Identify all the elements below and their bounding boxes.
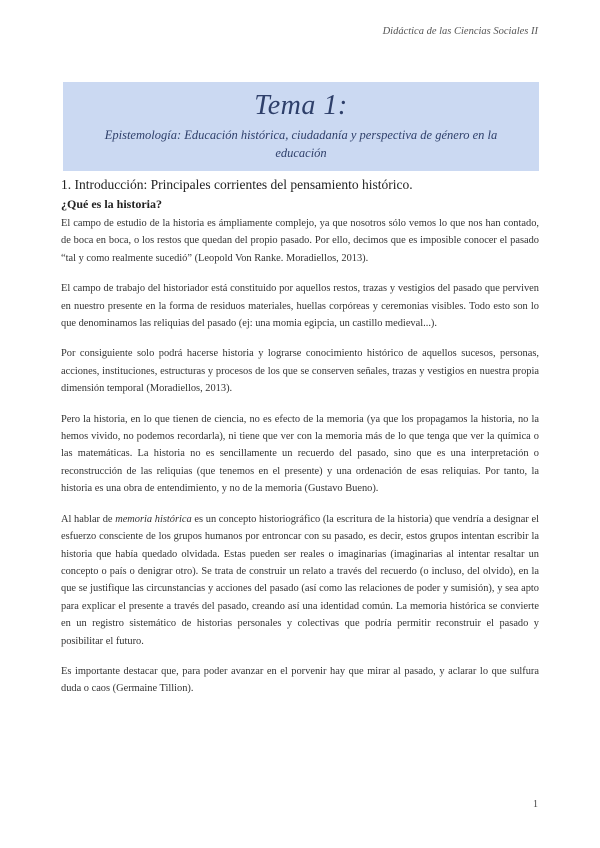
paragraph <box>61 511 539 650</box>
paragraph: El campo de estudio de la historia es ámpliamente complejo, ya que nosotros sólo vemos lo que nos han contado, de boca en boca, o los restos que quedan del propio pasado. Por ello, decimos que es imposible conocer el pasado “tal y como realmente sucedió” (Leopold Von Ranke. Moradiellos, 2013). <box>61 218 539 264</box>
page-subtitle: Epistemología: Educación histórica, ciudadanía y perspectiva de género en la educación <box>104 128 498 160</box>
emphasized-term: memoria histórica <box>115 513 192 525</box>
paragraph-body: es un concepto historiográfico (la escritura de la historia) que vendría a designar el esfuerzo consciente de los grupos humanos por entroncar con su pasado, es decir, estos grupos intentan escribir la historia que había quedado olvidada. Estas pueden ser reales o imaginarias (imaginarias al intentar resaltar un concepto o país o denigrar otro). Se trata de construir un relato a través del recuerdo (o incluso, del olvido), en la que se justifique las circunstancias y acciones del pasado (así como las relaciones de poder y sumisión), y sea apto para explicar el presente a través del pasado, creando así una identidad común. La memoria histórica se convierte en un registro sistemático de historias personales y colectivas que podría permitir reconstruir el pasado y posibilitar el futuro. <box>61 513 539 647</box>
title-block <box>63 82 539 171</box>
running-header: Didáctica de las Ciencias Sociales II <box>382 26 538 37</box>
paragraph: Pero la historia, en lo que tienen de ciencia, no es efecto de la memoria (ya que los propagamos la historia, no la hemos vivido, no podemos recordarla), ni tiene que ver con la memoria más de lo que tenga que ver la química o las matemáticas. La historia no es sencillamente un recuerdo del pasado, sino que es una interpretación o reconstrucción de las reliquias (que tenemos en el presente) y una ordenación de esas reliquias. Por tanto, la historia es una obra de entendimiento, y no de la memoria (Gustavo Bueno). <box>61 413 539 495</box>
section-heading: 1. Introducción: Principales corrientes del pensamiento histórico. <box>61 177 413 192</box>
main-content <box>61 177 539 711</box>
paragraph: Por consiguiente solo podrá hacerse historia y lograrse conocimiento histórico de aquellos sucesos, personas, acciones, instituciones, estructuras y procesos de los que se conserven señales, trazas y vestigios en nuestra propia dimensión temporal (Moradiellos, 2013). <box>61 348 539 395</box>
page-title: Tema 1: <box>254 90 348 121</box>
section-subheading: ¿Qué es la historia? <box>61 197 162 211</box>
paragraph: El campo de trabajo del historiador está constituido por aquellos restos, trazas y vestigios del pasado que perviven en nuestro presente en la forma de residuos materiales, huellas corpóreas y ceremonias visibles. Todo esto son lo que denominamos las reliquias del pasado (ej: una momia egipcia, un castillo medieval...). <box>61 283 539 330</box>
page-number: 1 <box>533 799 538 810</box>
paragraph: Es importante destacar que, para poder avanzar en el porvenir hay que mirar al pasado, y aclarar lo que sulfura duda o caos (Germaine Tillion). <box>61 665 539 695</box>
paragraph-prefix: Al hablar de <box>61 513 113 525</box>
